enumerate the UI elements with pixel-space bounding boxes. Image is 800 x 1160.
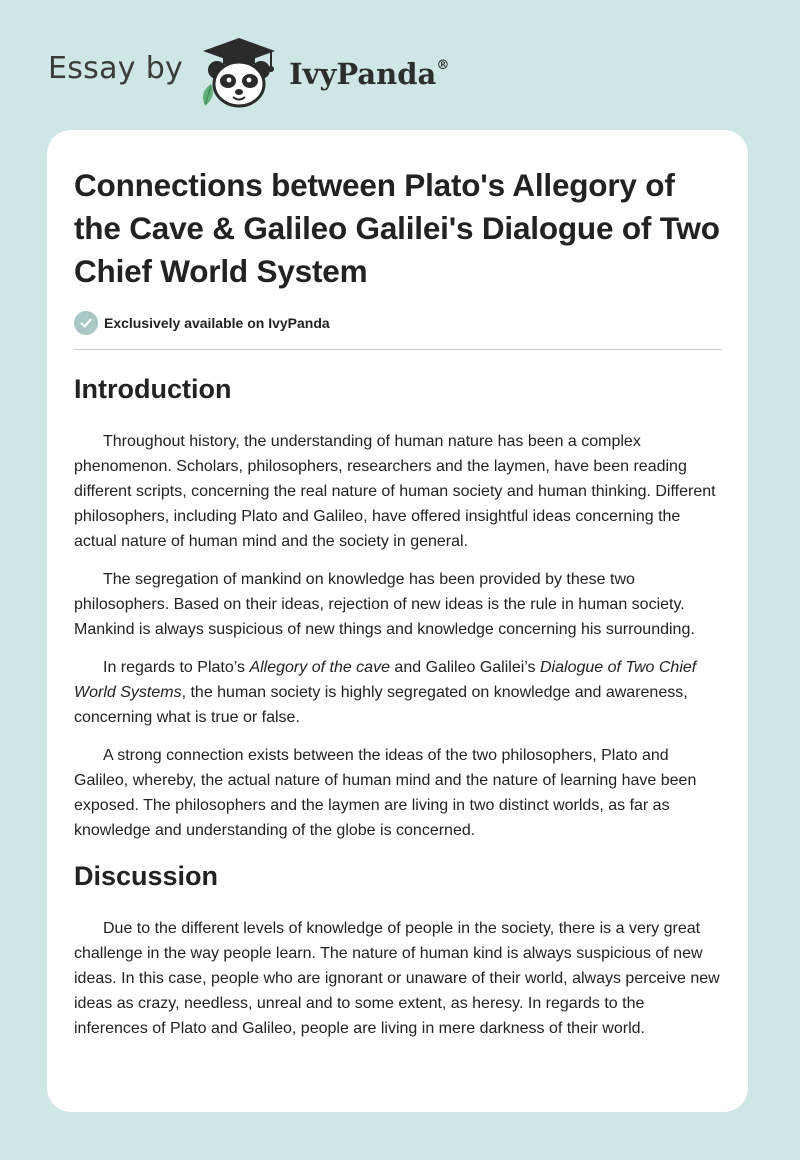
brand-name[interactable]: IvyPanda® [289,57,450,91]
brand-prefix: Essay by [48,50,184,86]
section-discussion [74,859,722,1041]
paragraph: In regards to Plato’s Allegory of the cave and Galileo Galilei’s Dialogue of Two Chief World Systems, the human society is highly segregated on knowledge and awareness, concerning what is true or false. [74,659,697,726]
check-circle-icon [74,311,98,335]
brand-header [48,34,449,110]
paragraph: A strong connection exists between the ideas of the two philosophers, Plato and Galileo, whereby, the actual nature of human mind and the nature of learning have been exposed. The philosophers and the laymen are living in two distinct worlds, as far as knowledge and understanding of the globe is concerned. [74,747,697,839]
exclusive-badge-label: Exclusively available on IvyPanda [104,315,330,331]
section-heading: Introduction [74,374,232,404]
exclusive-badge [74,311,722,335]
paragraph: Throughout history, the understanding of human nature has been a complex phenomenon. Scholars, philosophers, researchers and the laymen, have been reading different scripts, concerning the real nature of human society and human thinking. Different philosophers, including Plato and Galileo, have offered insightful ideas concerning the actual nature of human mind and the society in general. [74,433,716,550]
section-heading: Discussion [74,861,219,891]
paragraph: Due to the different levels of knowledge of people in the society, there is a very great challenge in the way people learn. The nature of human kind is always suspicious of new ideas. In this case, people who are ignorant or unaware of their world, always perceive new ideas as crazy, needless, unreal and to some extent, as heresy. In regards to the inferences of Plato and Galileo, people are living in mere darkness of their world. [74,920,720,1037]
section-introduction [74,372,722,843]
book-title-allegory: Allegory of the cave [249,659,390,676]
panda-graduate-logo-icon[interactable] [197,34,281,110]
article-title: Connections between Plato's Allegory of the Cave & Galileo Galilei's Dialogue of Two Chief World System [74,167,720,289]
article-card [47,130,748,1112]
book-title-dialogue: Dialogue of Two Chief World Systems [74,659,697,701]
paragraph: The segregation of mankind on knowledge has been provided by these two philosophers. Based on their ideas, rejection of new ideas is the rule in human society. Mankind is always suspicious of new things and knowledge concerning his surrounding. [74,571,695,638]
title-divider [74,349,722,350]
